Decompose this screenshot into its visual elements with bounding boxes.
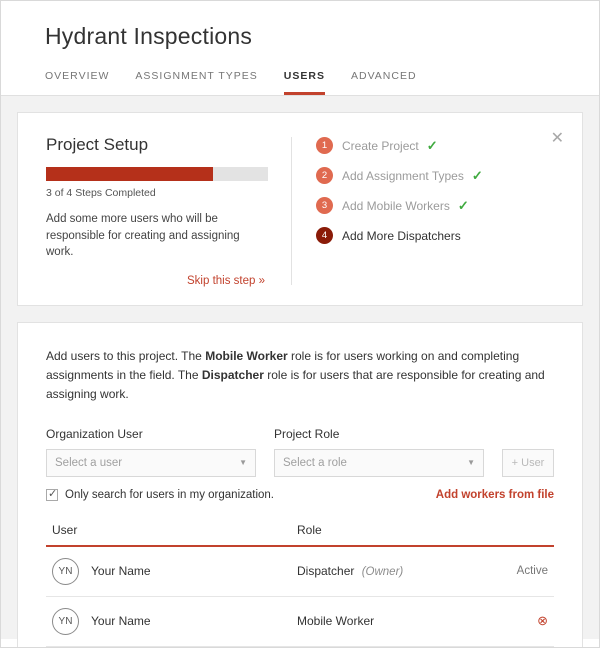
tab-advanced[interactable]: ADVANCED bbox=[350, 70, 417, 82]
progress-label: 3 of 4 Steps Completed bbox=[46, 187, 156, 199]
users-description-part3: role is for users that are responsible for creating and assigning work. bbox=[46, 368, 545, 402]
project-setup-title: Project Setup bbox=[46, 135, 149, 154]
column-header-user: User bbox=[52, 522, 78, 537]
progress-bar bbox=[46, 167, 268, 181]
setup-step-1[interactable] bbox=[316, 137, 562, 154]
step-number: 3 bbox=[316, 197, 333, 214]
step-number: 4 bbox=[316, 227, 333, 244]
search-scope-row bbox=[46, 489, 554, 501]
owner-tag: (Owner) bbox=[361, 566, 404, 579]
chevron-down-icon: ▼ bbox=[239, 458, 247, 468]
add-user-form bbox=[46, 427, 554, 477]
project-role-label: Project Role bbox=[274, 426, 340, 441]
dispatcher-term: Dispatcher bbox=[201, 368, 264, 383]
organization-user-field bbox=[46, 427, 256, 477]
only-search-org-group[interactable] bbox=[46, 489, 274, 501]
setup-steps-list bbox=[316, 135, 562, 287]
add-user-button[interactable]: + User bbox=[502, 449, 554, 477]
users-table-header bbox=[46, 523, 554, 547]
check-icon: ✓ bbox=[471, 167, 483, 183]
mobile-worker-term: Mobile Worker bbox=[205, 349, 288, 364]
check-icon: ✓ bbox=[457, 197, 469, 213]
project-setup-card bbox=[17, 112, 583, 306]
step-label: Add More Dispatchers bbox=[342, 228, 461, 243]
role-cell bbox=[297, 564, 488, 578]
skip-step-link[interactable]: Skip this step » bbox=[187, 275, 265, 288]
close-icon[interactable]: ✕ bbox=[550, 130, 564, 147]
page-body bbox=[1, 96, 599, 639]
users-description-part1: Add users to this project. The bbox=[46, 349, 206, 364]
avatar: YN bbox=[52, 558, 79, 585]
organization-user-label: Organization User bbox=[46, 426, 143, 441]
step-number: 1 bbox=[316, 137, 333, 154]
project-role-field bbox=[274, 427, 484, 477]
role-cell bbox=[297, 614, 488, 628]
column-header-role: Role bbox=[297, 522, 322, 537]
tab-bar bbox=[45, 66, 599, 95]
progress-bar-fill bbox=[46, 167, 213, 181]
status-badge: Active bbox=[516, 565, 548, 578]
remove-user-icon[interactable]: ⊗ bbox=[537, 613, 548, 629]
check-icon: ✓ bbox=[426, 137, 438, 153]
setup-step-3[interactable] bbox=[316, 197, 562, 214]
users-description bbox=[46, 347, 554, 405]
avatar: YN bbox=[52, 608, 79, 635]
page-title: Hydrant Inspections bbox=[45, 23, 253, 49]
table-row bbox=[46, 597, 554, 647]
users-description-part2: role is for users working on and completing assignments in the field. The bbox=[46, 349, 520, 383]
step-label: Create Project bbox=[342, 138, 419, 153]
tab-overview[interactable]: OVERVIEW bbox=[45, 70, 110, 82]
role-value: Dispatcher bbox=[297, 564, 355, 579]
user-name: Your Name bbox=[91, 564, 151, 579]
organization-user-select[interactable] bbox=[46, 449, 256, 477]
project-role-select[interactable] bbox=[274, 449, 484, 477]
users-card bbox=[17, 322, 583, 648]
project-role-value: Select a role bbox=[283, 456, 347, 469]
step-label: Add Mobile Workers bbox=[342, 198, 450, 213]
users-table bbox=[46, 523, 554, 647]
project-setup-left bbox=[46, 135, 291, 287]
user-cell bbox=[52, 608, 297, 635]
setup-step-4[interactable] bbox=[316, 227, 562, 244]
user-name: Your Name bbox=[91, 614, 151, 629]
add-workers-from-file-link[interactable]: Add workers from file bbox=[435, 488, 554, 501]
project-setup-description: Add some more users who will be responsible for creating and assigning work. bbox=[46, 213, 240, 259]
table-row bbox=[46, 547, 554, 597]
chevron-down-icon: ▼ bbox=[467, 458, 475, 468]
only-search-org-checkbox[interactable] bbox=[46, 489, 58, 501]
page-header bbox=[1, 1, 599, 96]
column-header-status bbox=[488, 523, 548, 537]
step-number: 2 bbox=[316, 167, 333, 184]
tab-users[interactable]: USERS bbox=[284, 66, 325, 95]
role-value: Mobile Worker bbox=[297, 614, 375, 629]
setup-divider bbox=[291, 137, 292, 285]
remove-user-cell bbox=[488, 613, 548, 629]
setup-step-2[interactable] bbox=[316, 167, 562, 184]
tab-assignment-types[interactable]: ASSIGNMENT TYPES bbox=[135, 70, 258, 82]
organization-user-value: Select a user bbox=[55, 456, 123, 469]
step-label: Add Assignment Types bbox=[342, 168, 464, 183]
only-search-org-label: Only search for users in my organization. bbox=[65, 488, 275, 501]
user-cell bbox=[52, 558, 297, 585]
